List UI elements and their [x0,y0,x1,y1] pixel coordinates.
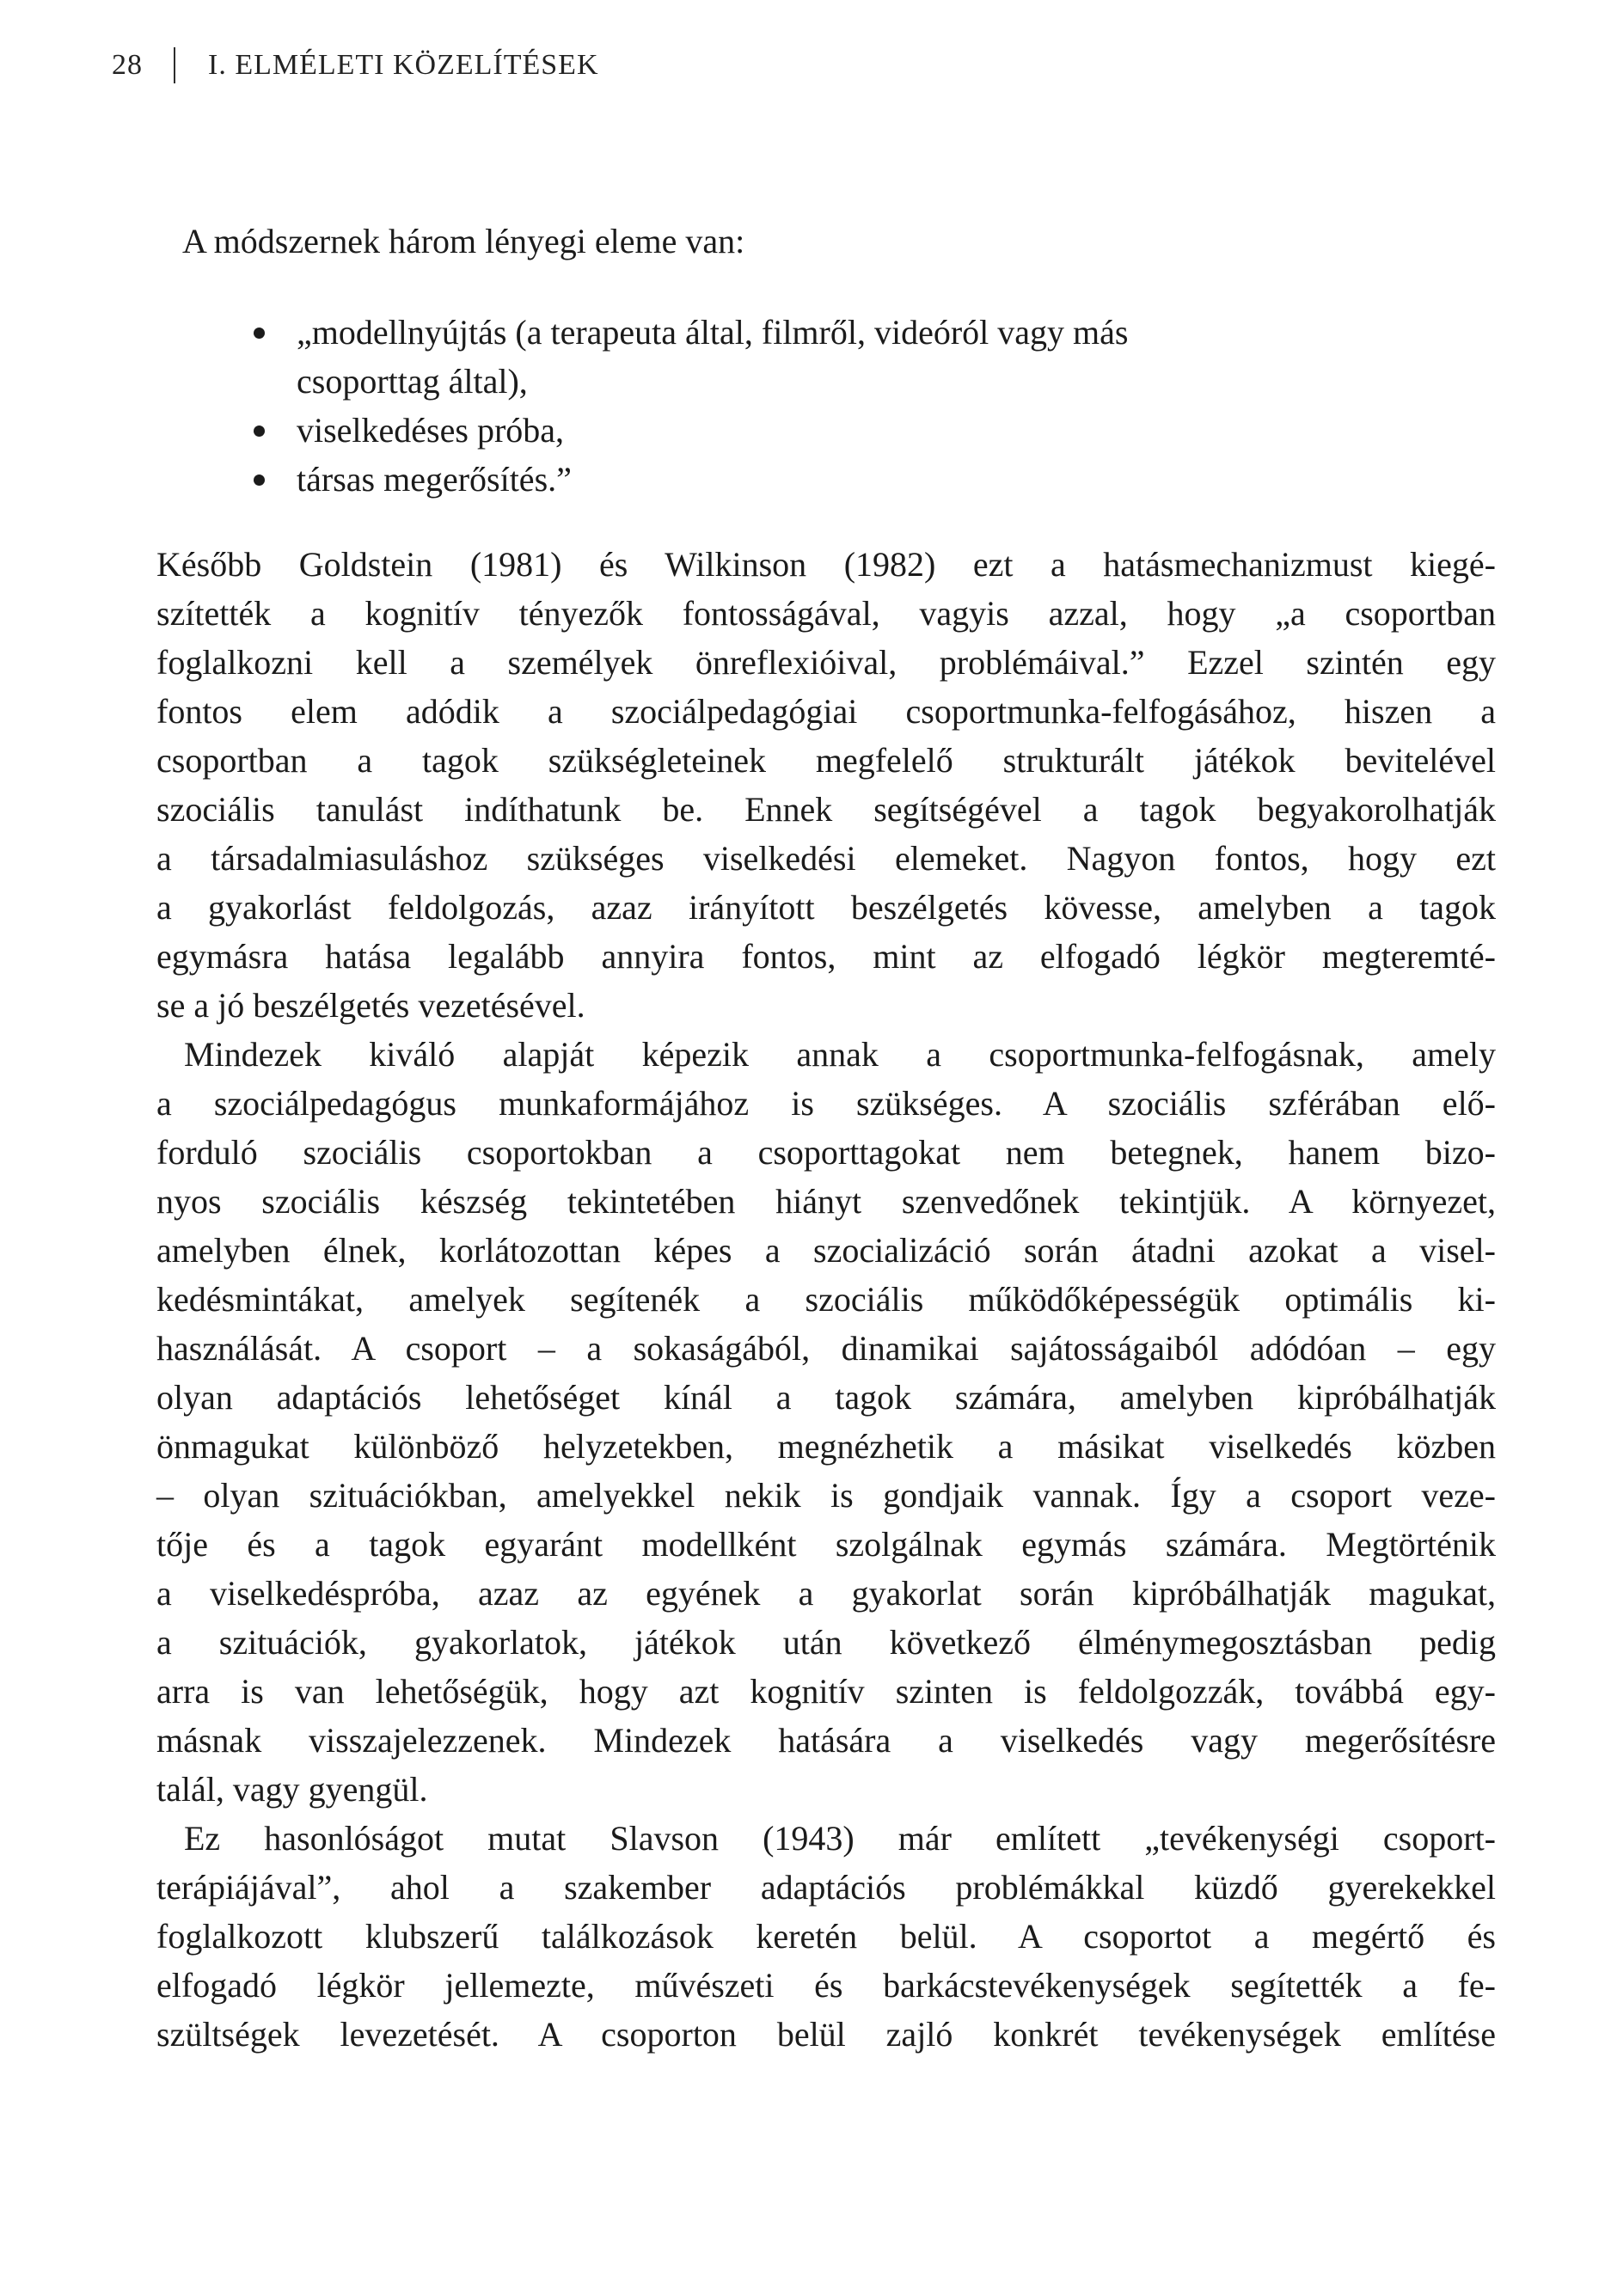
text-line: csoportban a tagok szükségleteinek megfelelő strukturált játékok bevitelével [156,741,1496,780]
paragraph [156,540,1496,1030]
text-line: Később Goldstein (1981) és Wilkinson (1982) ezt a hatásmechanizmust kiegé- [156,545,1496,584]
text-line: Ez hasonlóságot mutat Slavson (1943) már említett „tevékenységi csoport- [184,1819,1496,1858]
bullet-icon [254,328,265,339]
text-line: arra is van lehetőségük, hogy azt kognitív szinten is feldolgozzák, továbbá egy- [156,1672,1496,1711]
text-line: tője és a tagok egyaránt modellként szolgálnak egymás számára. Megtörténik [156,1525,1496,1564]
bullet-list [156,308,1496,504]
list-item [254,455,1496,504]
text-column [156,217,1496,2059]
text-line: – olyan szituációkban, amelyekkel nekik is gondjaik vannak. Így a csoport veze- [156,1476,1496,1515]
text-line: csoporttag által), [297,362,528,401]
text-line: szültségek levezetését. A csoporton belül zajló konkrét tevékenységek említése [156,2015,1496,2054]
text-line: társas megerősítés.” [297,460,572,499]
paragraph [156,1030,1496,1814]
text-line: se a jó beszélgetés vezetésével. [156,986,585,1025]
text-line: viselkedéses próba, [297,411,565,450]
text-line: Mindezek kiváló alapját képezik annak a csoportmunka-felfogásnak, amely [184,1035,1496,1074]
text-line: egymásra hatása legalább annyira fontos, mint az elfogadó légkör megteremté- [156,937,1496,976]
bullet-icon [254,426,265,437]
text-line: a társadalmiasuláshoz szükséges viselkedési elemeket. Nagyon fontos, hogy ezt [156,839,1496,878]
text-line: elfogadó légkör jellemezte, művészeti és barkácstevékenységek segítették a fe- [156,1966,1496,2005]
paragraph [156,1814,1496,2059]
intro-paragraph: A módszernek három lényegi eleme van: [182,222,745,260]
text-line: nyos szociális készség tekintetében hiányt szenvedőnek tekintjük. A környezet, [156,1182,1496,1221]
text-line: fontos elem adódik a szociálpedagógiai csoportmunka-felfogásához, hiszen a [156,692,1496,731]
running-title: I. ELMÉLETI KÖZELÍTÉSEK [208,49,599,81]
text-line: kedésmintákat, amelyek segítenék a szociális működőképességük optimális ki- [156,1280,1496,1319]
text-line: másnak visszajelezzenek. Mindezek hatására a viselkedés vagy megerősítésre [156,1721,1496,1760]
text-line: amelyben élnek, korlátozottan képes a szocializáció során átadni azokat a visel- [156,1231,1496,1270]
page-header [112,46,599,84]
text-line: használását. A csoport – a sokaságából, dinamikai sajátosságaiból adódóan – egy [156,1329,1496,1368]
page-number: 28 [112,49,143,81]
text-line: foglalkozni kell a személyek önreflexióival, problémáival.” Ezzel szintén egy [156,643,1496,682]
text-line: a gyakorlást feldolgozás, azaz irányított beszélgetés kövesse, amelyben a tagok [156,888,1496,927]
bullet-icon [254,475,265,486]
text-line: „modellnyújtás (a terapeuta által, filmről, videóról vagy más [297,313,1129,352]
text-line: a szociálpedagógus munkaformájához is szükséges. A szociális szférában elő- [156,1084,1496,1123]
text-line: szociális tanulást indíthatunk be. Ennek segítségével a tagok begyakorolhatják [156,790,1496,829]
text-line: a viselkedéspróba, azaz az egyének a gyakorlat során kipróbálhatják magukat, [156,1574,1496,1613]
list-item [254,308,1496,406]
text-line: a szituációk, gyakorlatok, játékok után következő élménymegosztásban pedig [156,1623,1496,1662]
text-line: terápiájával”, ahol a szakember adaptációs problémákkal küzdő gyerekekkel [156,1868,1496,1907]
text-line: talál, vagy gyengül. [156,1770,428,1809]
text-line: szítették a kognitív tényezők fontosságával, vagyis azzal, hogy „a csoportban [156,594,1496,633]
list-item [254,406,1496,455]
text-line: olyan adaptációs lehetőséget kínál a tagok számára, amelyben kipróbálhatják [156,1378,1496,1417]
text-line: önmagukat különböző helyzetekben, megnézhetik a másikat viselkedés közben [156,1427,1496,1466]
body-paragraphs [156,540,1496,2059]
text-line: forduló szociális csoportokban a csoporttagokat nem betegnek, hanem bizo- [156,1133,1496,1172]
text-line: foglalkozott klubszerű találkozások keretén belül. A csoportot a megértő és [156,1917,1496,1956]
header-divider [174,47,175,83]
